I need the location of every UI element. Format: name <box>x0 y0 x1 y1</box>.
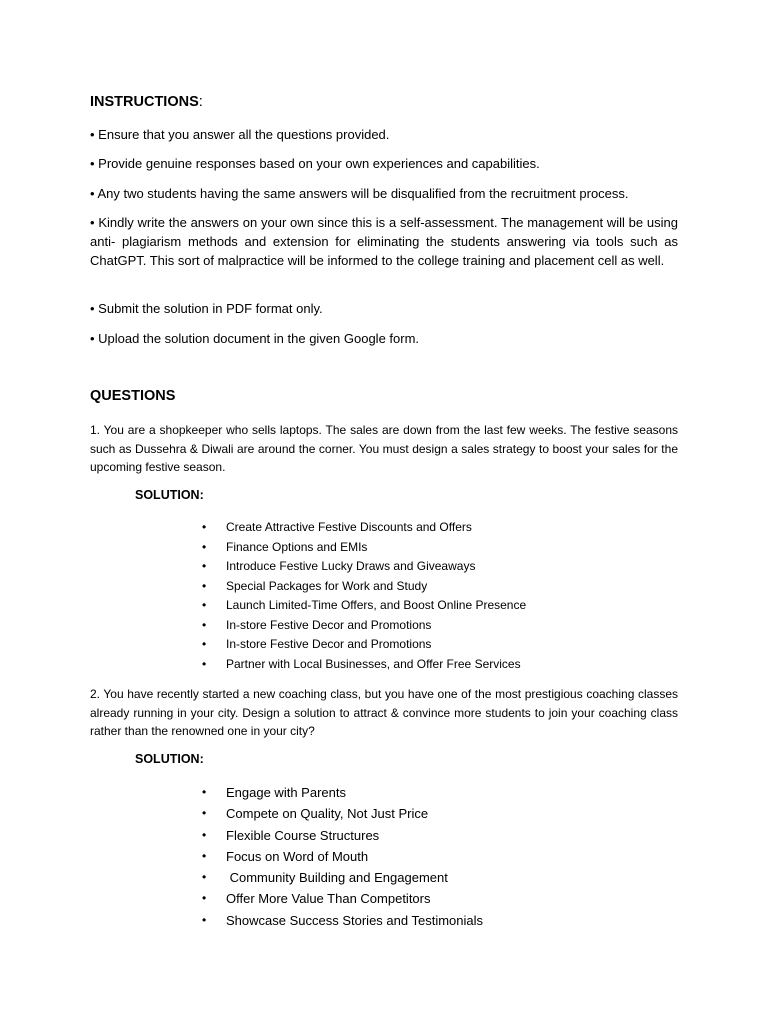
list-item <box>200 557 526 577</box>
instructions-heading-text: INSTRUCTIONS <box>90 94 199 110</box>
bullet: • <box>202 806 207 821</box>
question-2-text: 2. You have recently started a new coaching class, but you have one of the most prestigious coaching classes already running in your city. Design a solution to attract & convince more students to join your coaching class rather than the renowned one in your city? <box>90 687 678 738</box>
question-1-text: 1. You are a shopkeeper who sells laptops. The sales are down from the last few weeks. The festive seasons such as Dussehra & Diwali are around the corner. You must design a sales strategy to boost your sales for the upcoming festive season. <box>90 423 678 474</box>
list-item-text: Introduce Festive Lucky Draws and Giveaways <box>226 559 476 573</box>
bullet: • <box>202 578 207 593</box>
list-item-text: In-store Festive Decor and Promotions <box>226 637 432 651</box>
instructions-heading <box>90 94 203 110</box>
list-item-text: Finance Options and EMIs <box>226 539 368 554</box>
list-item-text: Launch Limited-Time Offers, and Boost Online Presence <box>226 598 527 612</box>
instruction-item: • Submit the solution in PDF format only. <box>90 301 323 316</box>
list-item-text: Partner with Local Businesses, and Offer Free Services <box>226 656 521 671</box>
bullet: • <box>202 827 207 842</box>
list-item <box>200 538 526 558</box>
bullet: • <box>202 656 207 671</box>
list-item <box>200 596 526 616</box>
list-item-text: Offer More Value Than Competitors <box>226 891 431 907</box>
list-item-text: Showcase Success Stories and Testimonials <box>226 912 483 928</box>
list-item <box>200 577 526 597</box>
list-item-text: Engage with Parents <box>226 785 346 800</box>
bullet: • <box>202 848 207 863</box>
bullet: • <box>202 520 207 534</box>
list-item-text: Focus on Word of Mouth <box>226 848 369 864</box>
question-1-solution-list <box>200 518 526 674</box>
list-item <box>200 825 483 846</box>
list-item <box>200 782 483 803</box>
instruction-item: • Ensure that you answer all the questions provided. <box>90 127 390 142</box>
bullet: • <box>202 559 207 573</box>
list-item <box>200 888 483 909</box>
bullet: • <box>202 617 207 632</box>
bullet: • <box>202 598 207 612</box>
question-1-solution-label: SOLUTION: <box>135 488 204 502</box>
list-item <box>200 635 526 655</box>
instruction-item: • Upload the solution document in the given Google form. <box>90 331 420 346</box>
questions-heading: QUESTIONS <box>90 388 176 404</box>
bullet: • <box>202 870 207 885</box>
question-2-solution-label: SOLUTION: <box>135 752 204 766</box>
instruction-item: • Provide genuine responses based on your own experiences and capabilities. <box>90 156 540 171</box>
list-item-text: Create Attractive Festive Discounts and Offers <box>226 520 472 534</box>
list-item <box>200 616 526 636</box>
list-item-text: In-store Festive Decor and Promotions <box>226 617 432 632</box>
bullet: • <box>202 539 207 554</box>
bullet: • <box>202 912 207 927</box>
list-item-text: Compete on Quality, Not Just Price <box>226 806 429 822</box>
list-item <box>200 803 483 824</box>
list-item <box>200 846 483 867</box>
bullet: • <box>202 891 207 906</box>
list-item <box>200 910 483 931</box>
instruction-item: • Kindly write the answers on your own since this is a self-assessment. The management will be using anti- plagiarism methods and extension for eliminating the students answering via tools such as ChatGPT. This sort of malpractice will be informed to the college training and placement cell as well. <box>90 215 678 268</box>
list-item-text: Flexible Course Structures <box>226 827 380 843</box>
bullet: • <box>202 637 207 651</box>
list-item-text: Community Building and Engagement <box>226 870 448 886</box>
question-2-solution-list <box>200 782 483 931</box>
list-item <box>200 518 526 538</box>
list-item <box>200 867 483 888</box>
instruction-item: • Any two students having the same answers will be disqualified from the recruitment process. <box>90 186 629 201</box>
bullet: • <box>202 785 207 799</box>
list-item <box>200 655 526 675</box>
list-item-text: Special Packages for Work and Study <box>226 578 428 593</box>
instructions-heading-colon: : <box>198 94 203 110</box>
